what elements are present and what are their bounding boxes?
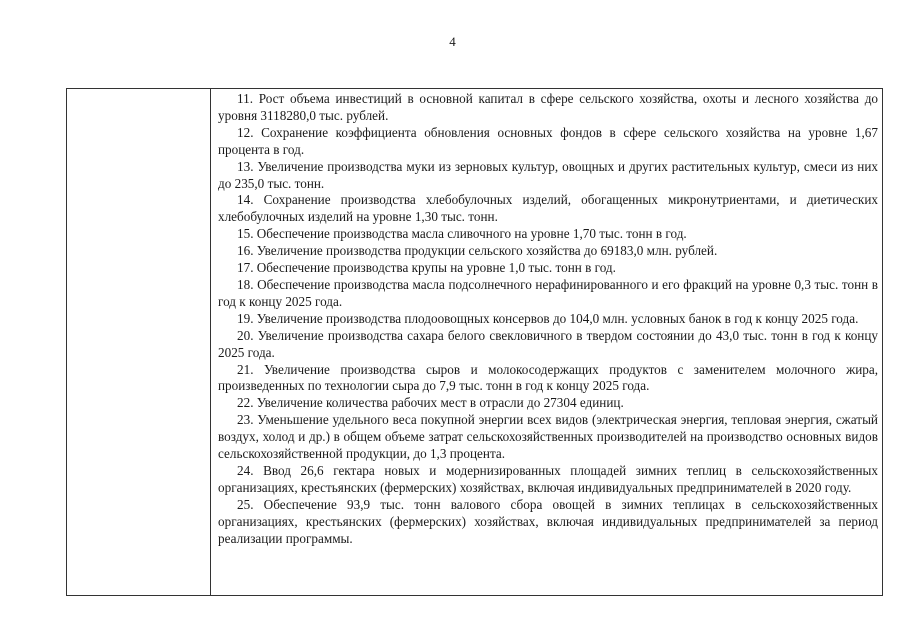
list-item: 24. Ввод 26,6 гектара новых и модернизированных площадей зимних теплиц в сельскохозяйственных организациях, крестьянских (фермерских) хозяйствах, включая индивидуальных предпринимателей в 2020 году. [218, 462, 878, 495]
list-item: 23. Уменьшение удельного веса покупной энергии всех видов (электрическая энергия, тепловая энергия, сжатый воздух, холод и др.) в общем объеме затрат сельскохозяйственных производителей на производство основных видов сельскохозяйственной продукции, до 1,3 процента. [218, 412, 878, 462]
list-item: 21. Увеличение производства сыров и молокосодержащих продуктов с заменителем молочного жира, произведенных по технологии сыра до 7,9 тыс. тонн в год к концу 2025 года. [218, 361, 878, 394]
list-item: 16. Увеличение производства продукции сельского хозяйства до 69183,0 млн. рублей. [237, 243, 718, 259]
list-item: 25. Обеспечение 93,9 тыс. тонн валового сбора овощей в зимних теплицах в сельскохозяйственных организациях, крестьянских (фермерских) хозяйствах, включая индивидуальных предпринимателей за период реализации программы. [218, 496, 878, 546]
list-item: 20. Увеличение производства сахара белого свекловичного в твердом состоянии до 43,0 тыс. тонн в год к концу 2025 года. [218, 327, 878, 360]
list-item: 13. Увеличение производства муки из зерновых культур, овощных и других растительных культур, смеси из них до 235,0 тыс. тонн. [218, 158, 878, 191]
table-right-cell [211, 89, 882, 595]
list-item: 11. Рост объема инвестиций в основной капитал в сфере сельского хозяйства, охоты и лесного хозяйства до уровня 3118280,0 тыс. рублей. [218, 91, 878, 123]
list-item: 19. Увеличение производства плодоовощных консервов до 104,0 млн. условных банок в год к концу 2025 года. [237, 310, 859, 326]
list-item: 12. Сохранение коэффициента обновления основных фондов в сфере сельского хозяйства на уровне 1,67 процента в год. [218, 124, 878, 157]
page-number: 4 [449, 34, 456, 49]
list-item: 14. Сохранение производства хлебобулочных изделий, обогащенных микронутриентами, и диетических хлебобулочных изделий на уровне 1,30 тыс. тонн. [218, 192, 878, 225]
list-item: 18. Обеспечение производства масла подсолнечного нерафинированного и его фракций на уровне 0,3 тыс. тонн в год к концу 2025 года. [218, 276, 878, 309]
list-item: 17. Обеспечение производства крупы на уровне 1,0 тыс. тонн в год. [237, 260, 616, 276]
document-table [66, 88, 883, 596]
table-left-cell [67, 89, 211, 595]
list-item: 15. Обеспечение производства масла сливочного на уровне 1,70 тыс. тонн в год. [237, 226, 687, 242]
list-item: 22. Увеличение количества рабочих мест в отрасли до 27304 единиц. [237, 395, 624, 411]
